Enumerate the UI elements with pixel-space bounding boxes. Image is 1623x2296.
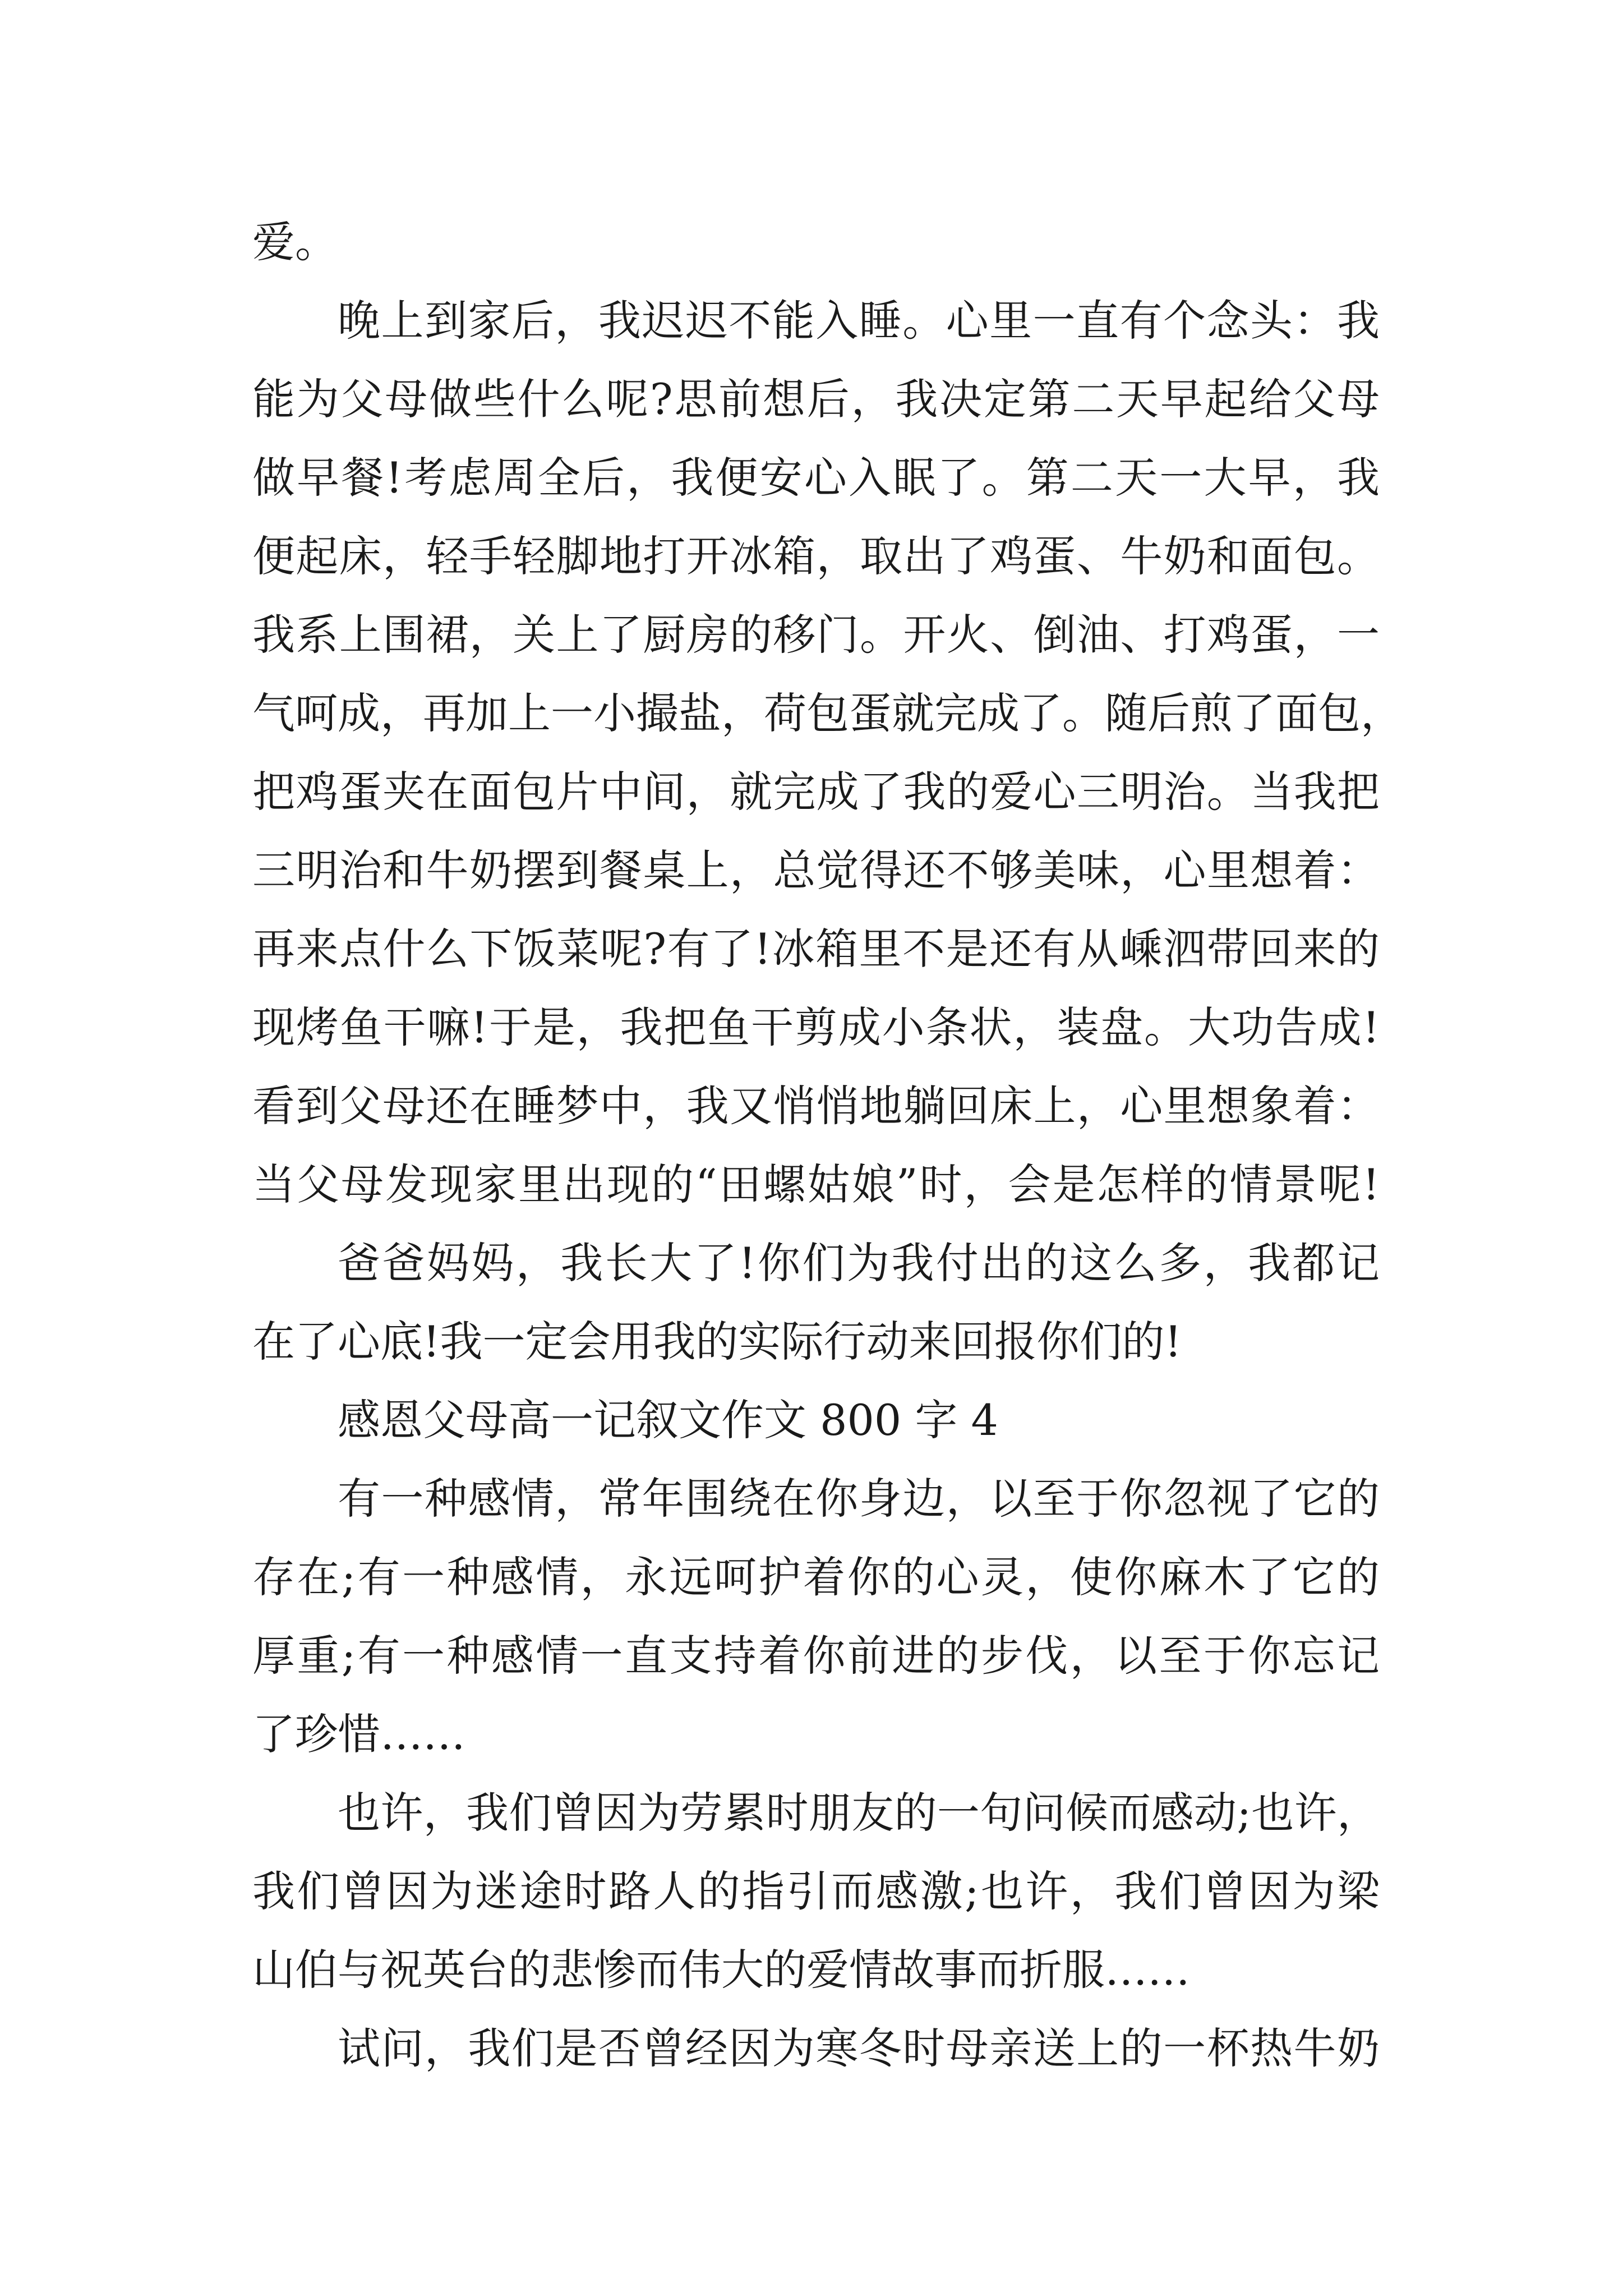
paragraph-line: 做早餐!考虑周全后，我便安心入眠了。第二天一大早，我 xyxy=(252,453,1380,503)
paragraph-line: 存在;有一种感情，永远呵护着你的心灵，使你麻木了它的 xyxy=(252,1552,1380,1602)
paragraph-line: 厚重;有一种感情一直支持着你前进的步伐，以至于你忘记 xyxy=(252,1631,1380,1681)
section-heading: 感恩父母高一记叙文作文 800 字 4 xyxy=(338,1395,998,1445)
paragraph-line: 把鸡蛋夹在面包片中间，就完成了我的爱心三明治。当我把 xyxy=(252,767,1380,817)
paragraph-line: 再来点什么下饭菜呢?有了!冰箱里不是还有从嵊泗带回来的 xyxy=(252,924,1380,974)
paragraph-line: 有一种感情，常年围绕在你身边，以至于你忽视了它的 xyxy=(338,1474,1380,1524)
paragraph-line: 我系上围裙，关上了厨房的移门。开火、倒油、打鸡蛋，一 xyxy=(252,610,1380,660)
paragraph-line: 看到父母还在睡梦中，我又悄悄地躺回床上，心里想象着： xyxy=(252,1081,1380,1131)
paragraph-line: 便起床，轻手轻脚地打开冰箱，取出了鸡蛋、牛奶和面包。 xyxy=(252,531,1380,581)
paragraph-line: 爱。 xyxy=(252,217,338,267)
paragraph-line: 也许，我们曾因为劳累时朋友的一句问候而感动;也许， xyxy=(338,1788,1380,1838)
paragraph-line: 晚上到家后，我迟迟不能入睡。心里一直有个念头：我 xyxy=(338,296,1380,346)
paragraph-line: 气呵成，再加上一小撮盐，荷包蛋就完成了。随后煎了面包， xyxy=(252,688,1403,738)
paragraph-line: 能为父母做些什么呢?思前想后，我决定第二天早起给父母 xyxy=(252,374,1380,424)
paragraph-line: 了珍惜…… xyxy=(252,1709,465,1759)
paragraph-line: 试问，我们是否曾经因为寒冬时母亲送上的一杯热牛奶 xyxy=(338,2023,1380,2073)
paragraph-line: 当父母发现家里出现的“田螺姑娘”时，会是怎样的情景呢! xyxy=(252,1159,1380,1209)
paragraph-line: 三明治和牛奶摆到餐桌上，总觉得还不够美味，心里想着： xyxy=(252,845,1380,895)
paragraph-line: 现烤鱼干嘛!于是，我把鱼干剪成小条状，装盘。大功告成! xyxy=(252,1002,1380,1052)
paragraph-line: 在了心底!我一定会用我的实际行动来回报你们的! xyxy=(252,1317,1182,1366)
paragraph-line: 我们曾因为迷途时路人的指引而感激;也许，我们曾因为梁 xyxy=(252,1866,1380,1916)
paragraph-line: 爸爸妈妈，我长大了!你们为我付出的这么多，我都记 xyxy=(338,1238,1380,1288)
paragraph-line: 山伯与祝英台的悲惨而伟大的爱情故事而折服…… xyxy=(252,1945,1190,1995)
